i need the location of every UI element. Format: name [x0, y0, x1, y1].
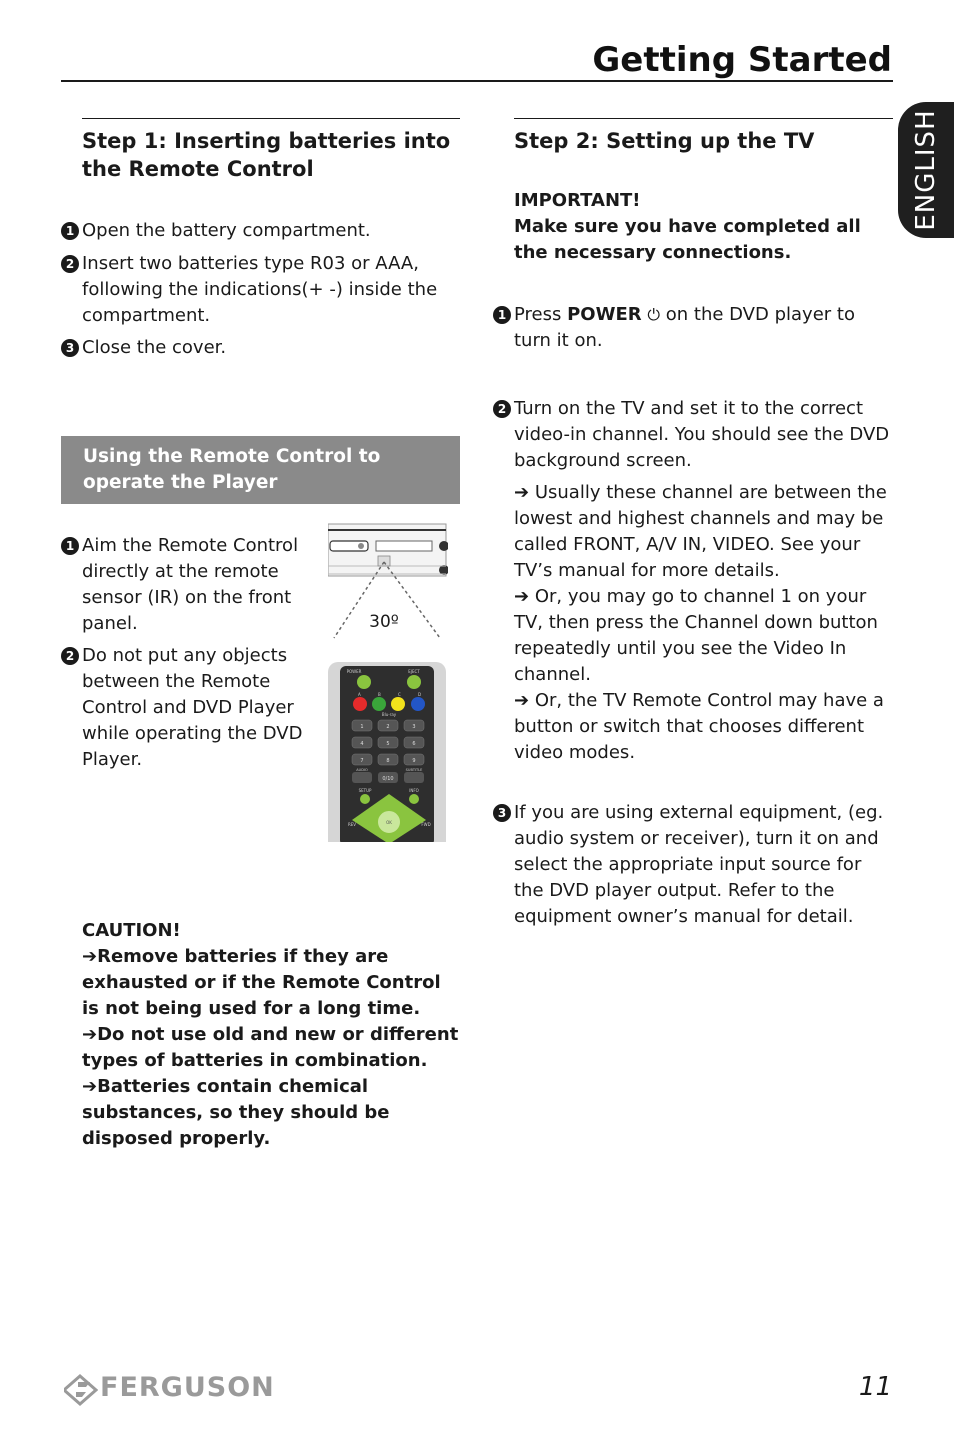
svg-text:EJECT: EJECT [408, 669, 420, 674]
important-text: Make sure you have completed all the necessary connections. [514, 216, 861, 263]
caution-heading: CAUTION! [82, 920, 181, 941]
remote-item-1 [65, 533, 314, 637]
title-rule [61, 80, 893, 82]
arrow-icon: ➔ [514, 482, 530, 503]
caution-item-3: ➔Batteries contain chemical substances, so they should be disposed properly. [82, 1076, 390, 1149]
svg-text:C: C [398, 692, 401, 697]
svg-text:INFO: INFO [409, 788, 419, 793]
svg-text:Blu-ray: Blu-ray [381, 712, 397, 717]
step2-item-2: 2 Turn on the TV and set it to the correct video-in channel. You should see the DVD background screen. [514, 396, 896, 474]
display-window [376, 541, 432, 551]
yellow-button [391, 697, 405, 711]
arrow-icon: ➔ [514, 690, 530, 711]
svg-text:1: 1 [360, 724, 364, 730]
step1-item-3 [65, 335, 462, 361]
important-note [514, 188, 893, 266]
step1-item-3-text: Close the cover. [82, 337, 227, 358]
red-button [353, 697, 367, 711]
step1-item-1-text: Open the battery compartment. [82, 220, 371, 241]
important-title: IMPORTANT! [514, 190, 641, 211]
step-number-badge: 2 [61, 255, 79, 273]
step-number-badge: 1 [493, 306, 511, 324]
svg-text:6: 6 [412, 741, 416, 747]
info-button [409, 794, 419, 804]
sub-item-2: ➔ Or, you may go to channel 1 on your TV, then press the Channel down button repeatedly until you see the Video In channel. [514, 586, 878, 685]
step2-item-3: 3 If you are using external equipment, (eg. audio system or receiver), turn it on and select the appropriate input source for the DVD player output. Refer to the equipment owner’s manual for detail. [514, 800, 896, 930]
green-button [372, 697, 386, 711]
svg-text:OK: OK [386, 820, 392, 825]
svg-text:3: 3 [412, 724, 416, 730]
step1-item-2-text: Insert two batteries type R03 or AAA, following the indications(+ -) inside the compartment. [82, 253, 438, 326]
page-number: 11 [858, 1372, 892, 1402]
arrow-icon: ➔ [514, 586, 530, 607]
power-button [357, 675, 371, 689]
power-icon: ⏻ [647, 305, 661, 324]
svg-text:2: 2 [386, 724, 390, 730]
svg-text:SETUP: SETUP [358, 788, 372, 793]
step2-item-1: 1 Press POWER ⏻ on the DVD player to turn it on. [514, 302, 896, 354]
arrow-icon: ➔ [82, 946, 98, 967]
svg-text:POWER: POWER [346, 669, 362, 674]
ferguson-logo-mark [64, 1374, 98, 1406]
caution-item-1: ➔Remove batteries if they are exhausted or if the Remote Control is not being used for a long time. [82, 946, 441, 1019]
svg-text:0/10: 0/10 [382, 776, 394, 782]
step1-item-1 [65, 218, 462, 244]
remote-usage-banner-text: Using the Remote Control to operate the Player [83, 446, 381, 493]
step1-item-2 [65, 251, 462, 329]
blue-button [411, 697, 425, 711]
arrow-icon: ➔ [82, 1024, 98, 1045]
power-label: POWER [567, 304, 642, 325]
step-number-badge: 1 [61, 537, 79, 555]
svg-text:7: 7 [360, 758, 364, 764]
svg-text:D: D [418, 692, 422, 697]
arrow-icon: ➔ [82, 1076, 98, 1097]
eject-button [407, 675, 421, 689]
step1-rule [82, 118, 460, 119]
remote-item-1-text: Aim the Remote Control directly at the remote sensor (IR) on the front panel. [82, 535, 299, 634]
svg-text:A: A [358, 692, 361, 697]
remote-usage-banner [61, 436, 460, 504]
angle-label: 30º [369, 612, 399, 632]
svg-text:8: 8 [386, 758, 390, 764]
svg-text:9: 9 [412, 758, 416, 764]
svg-text:FWD: FWD [421, 822, 431, 827]
page-title: Getting Started [592, 40, 892, 80]
caution-item-2: ➔Do not use old and new or different types of batteries in combination. [82, 1024, 459, 1071]
svg-text:B: B [378, 692, 381, 697]
step-number-badge: 3 [493, 804, 511, 822]
step-number-badge: 2 [493, 400, 511, 418]
svg-text:4: 4 [360, 741, 364, 747]
step2-sub-items [514, 480, 896, 766]
language-tab [898, 102, 954, 238]
step1-heading: Step 1: Inserting batteries into the Remote Control [82, 129, 451, 181]
step2-rule [514, 118, 893, 119]
ir-sensor [378, 556, 390, 566]
svg-text:5: 5 [386, 741, 390, 747]
sub-item-1: ➔ Usually these channel are between the lowest and highest channels and may be called FRONT, A/V IN, VIDEO. See your TV’s manual for more details. [514, 482, 887, 581]
svg-text:AUDIO: AUDIO [356, 768, 368, 772]
setup-button [360, 794, 370, 804]
step-number-badge: 1 [61, 222, 79, 240]
remote-illustration [328, 522, 448, 842]
step-number-badge: 2 [61, 647, 79, 665]
step2-heading: Step 2: Setting up the TV [514, 129, 815, 153]
sub-item-3: ➔ Or, the TV Remote Control may have a button or switch that chooses different video modes. [514, 690, 884, 763]
remote-item-2 [65, 643, 314, 773]
brand-name: FERGUSON [100, 1372, 275, 1403]
caution-block [82, 918, 462, 1152]
svg-text:REV: REV [347, 822, 357, 827]
svg-text:SUBTITLE: SUBTITLE [405, 768, 423, 772]
remote-item-2-text: Do not put any objects between the Remote Control and DVD Player while operating the DVD Player. [82, 645, 303, 770]
language-tab-label: ENGLISH [911, 109, 941, 231]
step-number-badge: 3 [61, 339, 79, 357]
